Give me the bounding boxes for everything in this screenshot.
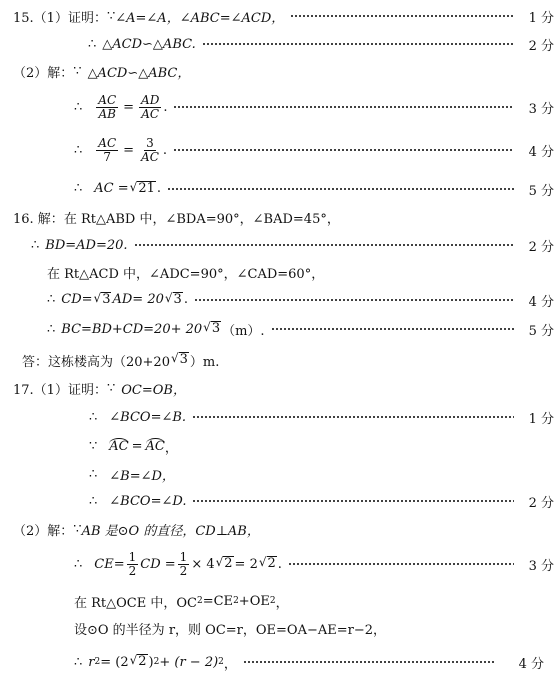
q17-line-4 <box>0 461 560 487</box>
square-root: √ 3 <box>170 351 188 368</box>
therefore-symbol: ∴ <box>74 99 83 115</box>
score: 1 分 <box>528 10 554 26</box>
q15-line-6: ∴ AC = √ 21 . 5 分 <box>0 176 560 202</box>
statement: ∠BCO=∠D. <box>109 493 187 509</box>
question-number: 15.（1）证明： <box>13 10 107 26</box>
square-root: √ 2 <box>129 653 147 670</box>
because-symbol: ∵ <box>89 438 98 454</box>
therefore-symbol: ∴ <box>88 36 97 52</box>
q16-line-4: ∴ CD= √ 3 AD= 20 √ 3 . 4 分 <box>0 287 560 313</box>
fraction: $\frac{AC}{7}$ <box>98 135 117 164</box>
q17-line-3: ∵ AC = AC ， <box>89 438 178 456</box>
dot-leader <box>173 149 514 151</box>
dot-leader <box>271 328 514 330</box>
therefore-symbol: ∴ <box>74 142 83 158</box>
statement: △ACD∽△ABC. <box>102 36 196 52</box>
q17-line-1 <box>0 375 560 401</box>
statement: AB 是⊙O 的直径，CD⊥AB， <box>81 523 260 539</box>
because-symbol: ∵ <box>73 63 82 79</box>
therefore-symbol: ∴ <box>89 409 98 425</box>
q17-line-7: ∴ CE= $\frac{1}{2}$ CD = $\frac{1}{2}$ × 4 √ 2 = 2 √ 2 . 3 分 <box>0 546 560 582</box>
arc-ac: AC <box>145 439 165 454</box>
q17-line-8: 在 Rt△OCE 中，OC 2 =CE 2 +OE 2 ， <box>74 593 289 611</box>
score: 5 分 <box>528 183 554 199</box>
dot-leader <box>243 661 494 663</box>
because-symbol: ∵ <box>73 521 82 537</box>
q16-line-5: ∴ BC=BD+CD=20+ 20 √ 3 （m）. 5 分 <box>0 316 560 342</box>
question-number: 17.（1）证明： <box>13 382 107 398</box>
fraction: $\frac{1}{2}$ <box>179 549 188 578</box>
q15-line-4: ∴ $\frac{AC}{AB}$ = $\frac{AD}{AC}$ . 3 分 <box>0 90 560 124</box>
question-number: 16. 解： <box>13 211 64 227</box>
score: 4 分 <box>528 144 554 160</box>
score: 4 分 <box>518 656 544 672</box>
score: 3 分 <box>528 101 554 117</box>
dot-leader <box>288 563 514 565</box>
q17-line-2 <box>0 404 560 430</box>
therefore-symbol: ∴ <box>31 237 40 253</box>
therefore-symbol: ∴ <box>89 466 98 482</box>
q15-line-3 <box>0 58 560 84</box>
statement: ∠B=∠D， <box>109 468 175 484</box>
square-root: √ 3 <box>93 291 111 308</box>
q17-line-6 <box>0 516 560 542</box>
therefore-symbol: ∴ <box>47 292 56 308</box>
q15-line-2 <box>0 31 560 57</box>
statement: △ACD∽△ABC， <box>87 65 191 81</box>
statement: 在 Rt△ABD 中，∠BDA=90°，∠BAD=45°， <box>63 211 340 227</box>
score: 5 分 <box>528 323 554 339</box>
dot-leader <box>202 43 514 45</box>
square-root: √ 2 <box>215 555 233 572</box>
statement: BD=AD=20. <box>45 237 128 253</box>
dot-leader <box>173 106 514 108</box>
therefore-symbol: ∴ <box>74 654 83 670</box>
q17-line-10: ∴ r 2 = (2 √ 2 ) 2 + (r − 2) 2 ， 4 分 <box>0 647 560 677</box>
score: 2 分 <box>528 239 554 255</box>
fraction: $\frac{AC}{AB}$ <box>98 92 117 121</box>
fraction: $\frac{1}{2}$ <box>128 549 137 578</box>
dot-leader <box>290 15 514 17</box>
dot-leader <box>167 188 514 190</box>
score: 3 分 <box>528 558 554 574</box>
therefore-symbol: ∴ <box>47 321 56 337</box>
therefore-symbol: ∴ <box>74 181 83 197</box>
q16-answer: 答：这栋楼高为（20+20 √ 3 ）m. <box>22 351 220 370</box>
part-label: （2）解： <box>13 523 74 539</box>
square-root: √ 3 <box>164 291 182 308</box>
therefore-symbol: ∴ <box>89 493 98 509</box>
score: 2 分 <box>528 38 554 54</box>
q16-line-3 <box>0 259 560 285</box>
score: 1 分 <box>528 411 554 427</box>
statement: ∠A=∠A，∠ABC=∠ACD， <box>115 10 285 26</box>
fraction: $\frac{AD}{AC}$ <box>141 92 160 121</box>
square-root: √ 2 <box>258 555 276 572</box>
statement: OC=OB， <box>121 382 186 398</box>
square-root: √ 21 <box>129 180 155 197</box>
q17-line-9 <box>0 615 560 641</box>
q16-line-1 <box>0 204 560 230</box>
part-label: （2）解： <box>13 65 74 81</box>
because-symbol: ∵ <box>106 380 116 396</box>
score: 2 分 <box>528 495 554 511</box>
square-root: √ 3 <box>203 320 221 337</box>
statement: 设⊙O 的半径为 r，则 OC=r，OE=OA−AE=r−2， <box>74 622 387 638</box>
dot-leader <box>194 299 514 301</box>
score: 4 分 <box>528 294 554 310</box>
q17-line-5 <box>0 488 560 514</box>
dot-leader <box>192 500 514 502</box>
statement: ∠BCO=∠B. <box>109 409 187 425</box>
dot-leader <box>134 244 514 246</box>
because-symbol: ∵ <box>106 8 116 24</box>
q16-line-2 <box>0 232 560 258</box>
statement: 在 Rt△ACD 中，∠ADC=90°，∠CAD=60°， <box>47 266 325 282</box>
fraction: $\frac{3}{AC}$ <box>141 135 159 164</box>
arc-ac: AC <box>109 439 129 454</box>
q15-line-5: ∴ $\frac{AC}{7}$ = $\frac{3}{AC}$ . 4 分 <box>0 133 560 167</box>
dot-leader <box>192 416 514 418</box>
therefore-symbol: ∴ <box>74 556 83 572</box>
q15-line-1 <box>0 3 560 29</box>
